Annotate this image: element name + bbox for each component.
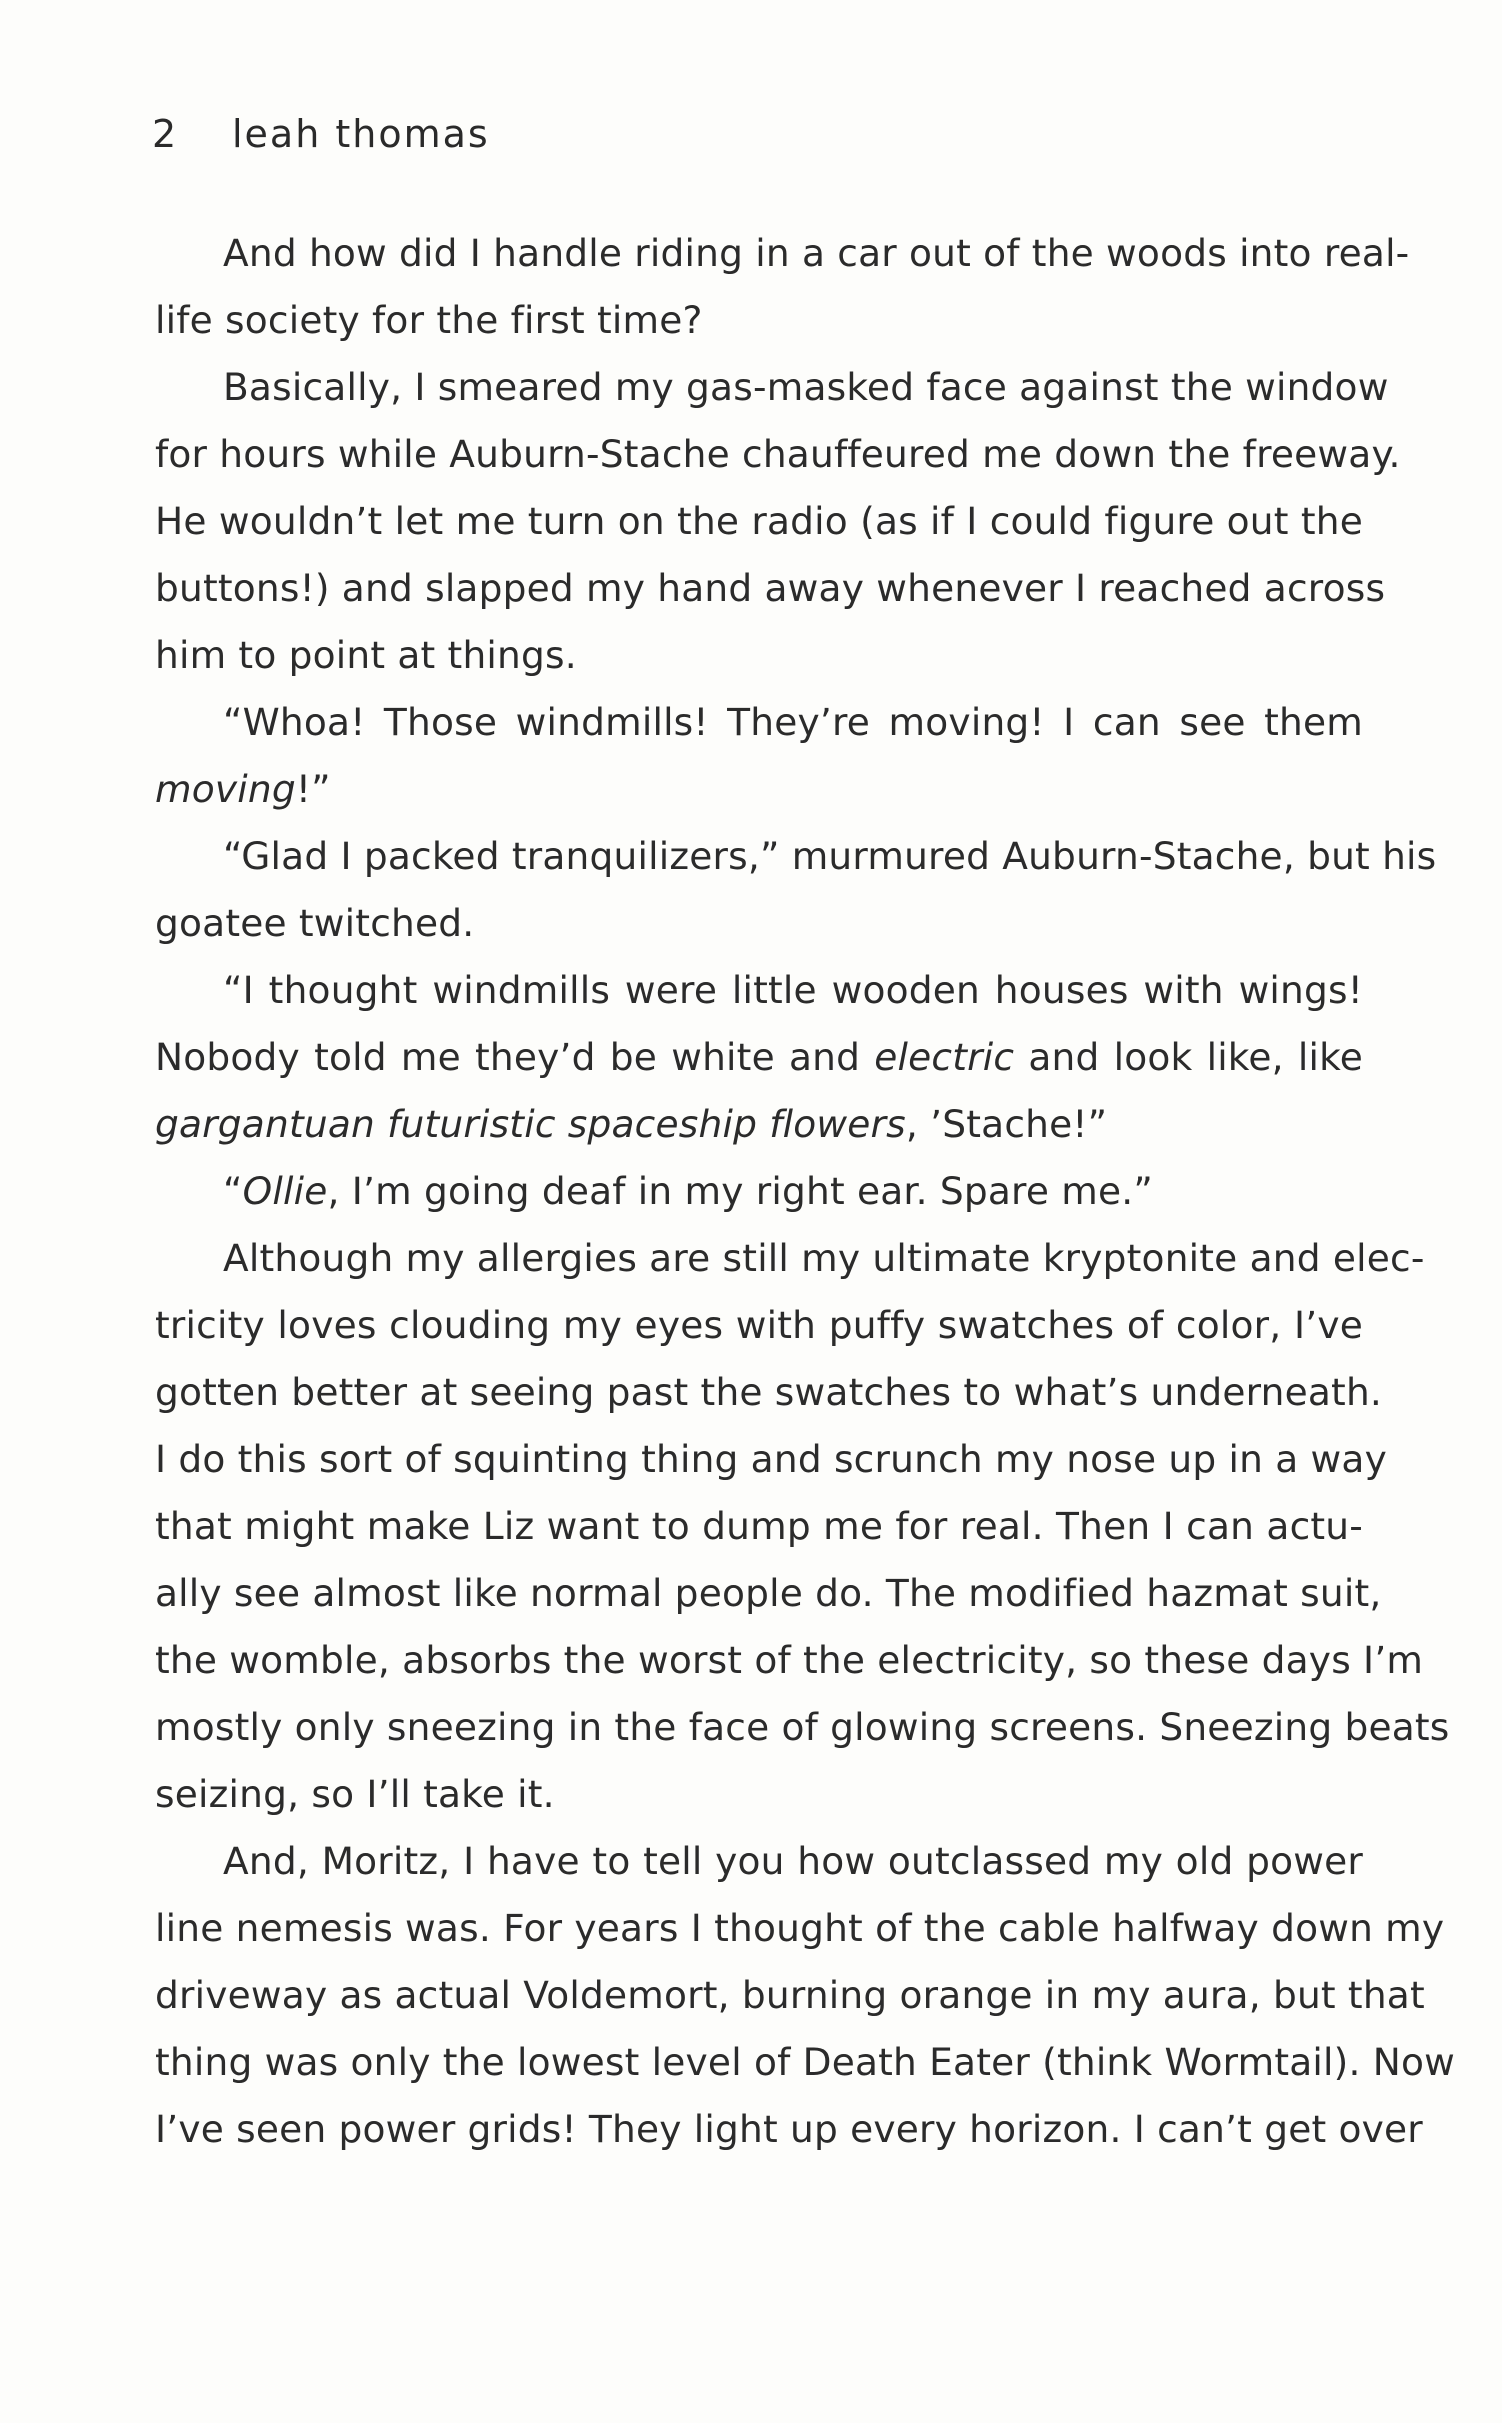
text-line [155, 1627, 1424, 1694]
text-line [155, 622, 1363, 689]
line-text: “Whoa! Those windmills! They’re moving! I can see them [223, 700, 1363, 744]
line-text: I do this sort of squinting thing and scrunch my nose up in a way [155, 1437, 1387, 1481]
text-line [155, 1694, 1450, 1761]
line-text: buttons!) and slapped my hand away whenever I reached across [155, 566, 1386, 610]
text-line [155, 1359, 1383, 1426]
line-text: thing was only the lowest level of Death Eater (think Wormtail). Now [155, 2040, 1456, 2084]
text-line [155, 1493, 1363, 1560]
text-line [155, 2029, 1456, 2096]
line-text: Although my allergies are still my ultimate kryptonite and elec- [223, 1236, 1425, 1280]
text-line [155, 555, 1386, 622]
line-text: “ [223, 1169, 243, 1213]
line-text: And how did I handle riding in a car out of the woods into real- [223, 231, 1410, 275]
line-text: Nobody told me they’d be white and [155, 1035, 875, 1079]
line-text: seizing, so I’ll take it. [155, 1772, 555, 1816]
line-text: driveway as actual Voldemort, burning orange in my aura, but that [155, 1973, 1425, 2017]
text-line [155, 354, 1389, 421]
line-text: , I’m going deaf in my right ear. Spare me.” [327, 1169, 1153, 1213]
text-line [155, 421, 1401, 488]
line-text: I’ve seen power grids! They light up every horizon. I can’t get over [155, 2107, 1423, 2151]
text-line [155, 1895, 1445, 1962]
line-text: And, Moritz, I have to tell you how outclassed my old power [223, 1839, 1363, 1883]
line-text: mostly only sneezing in the face of glowing screens. Sneezing beats [155, 1705, 1450, 1749]
text-line [155, 287, 1363, 354]
text-line [155, 220, 1410, 287]
page-header [152, 112, 490, 156]
line-text: tricity loves clouding my eyes with puffy swatches of color, I’ve [155, 1303, 1363, 1347]
line-text: He wouldn’t let me turn on the radio (as if I could figure out the [155, 499, 1363, 543]
text-line [155, 1962, 1425, 2029]
italic-text: Ollie [242, 1169, 328, 1213]
line-text: Basically, I smeared my gas-masked face against the window [223, 365, 1389, 409]
text-line [155, 823, 1437, 890]
line-text: that might make Liz want to dump me for real. Then I can actu- [155, 1504, 1363, 1548]
line-text: “I thought windmills were little wooden houses with wings! [223, 968, 1363, 1012]
text-line [155, 1560, 1382, 1627]
line-text: for hours while Auburn-Stache chauffeured me down the freeway. [155, 432, 1401, 476]
page-number: 2 [152, 112, 179, 156]
text-line [155, 756, 1363, 823]
italic-text: gargantuan futuristic spaceship flowers [155, 1102, 906, 1146]
text-line [155, 1761, 1363, 1828]
italic-text: electric [874, 1035, 1015, 1079]
line-text: line nemesis was. For years I thought of the cable halfway down my [155, 1906, 1445, 1950]
line-text: “Glad I packed tranquilizers,” murmured Auburn-Stache, but his [223, 834, 1437, 878]
text-line [155, 488, 1363, 555]
line-text: gotten better at seeing past the swatches to what’s underneath. [155, 1370, 1383, 1414]
text-line [155, 1225, 1425, 1292]
text-line [155, 1292, 1363, 1359]
text-line [155, 1024, 1363, 1091]
line-text: the womble, absorbs the worst of the electricity, so these days I’m [155, 1638, 1424, 1682]
line-text: and look like, like [1014, 1035, 1364, 1079]
text-line [155, 1426, 1387, 1493]
text-line [155, 689, 1363, 756]
line-text: ally see almost like normal people do. The modified hazmat suit, [155, 1571, 1382, 1615]
line-text: , ’Stache!” [905, 1102, 1108, 1146]
line-text: goatee twitched. [155, 901, 475, 945]
line-text: !” [295, 767, 331, 811]
text-line [155, 2096, 1423, 2163]
text-line [155, 1091, 1363, 1158]
text-line [155, 1828, 1363, 1895]
running-head: leah thomas [232, 112, 490, 156]
line-text: him to point at things. [155, 633, 577, 677]
italic-text: moving [155, 767, 296, 811]
text-line [155, 957, 1363, 1024]
body-text [155, 220, 1456, 2163]
text-line [155, 1158, 1363, 1225]
text-line [155, 890, 1363, 957]
line-text: life society for the first time? [155, 298, 703, 342]
